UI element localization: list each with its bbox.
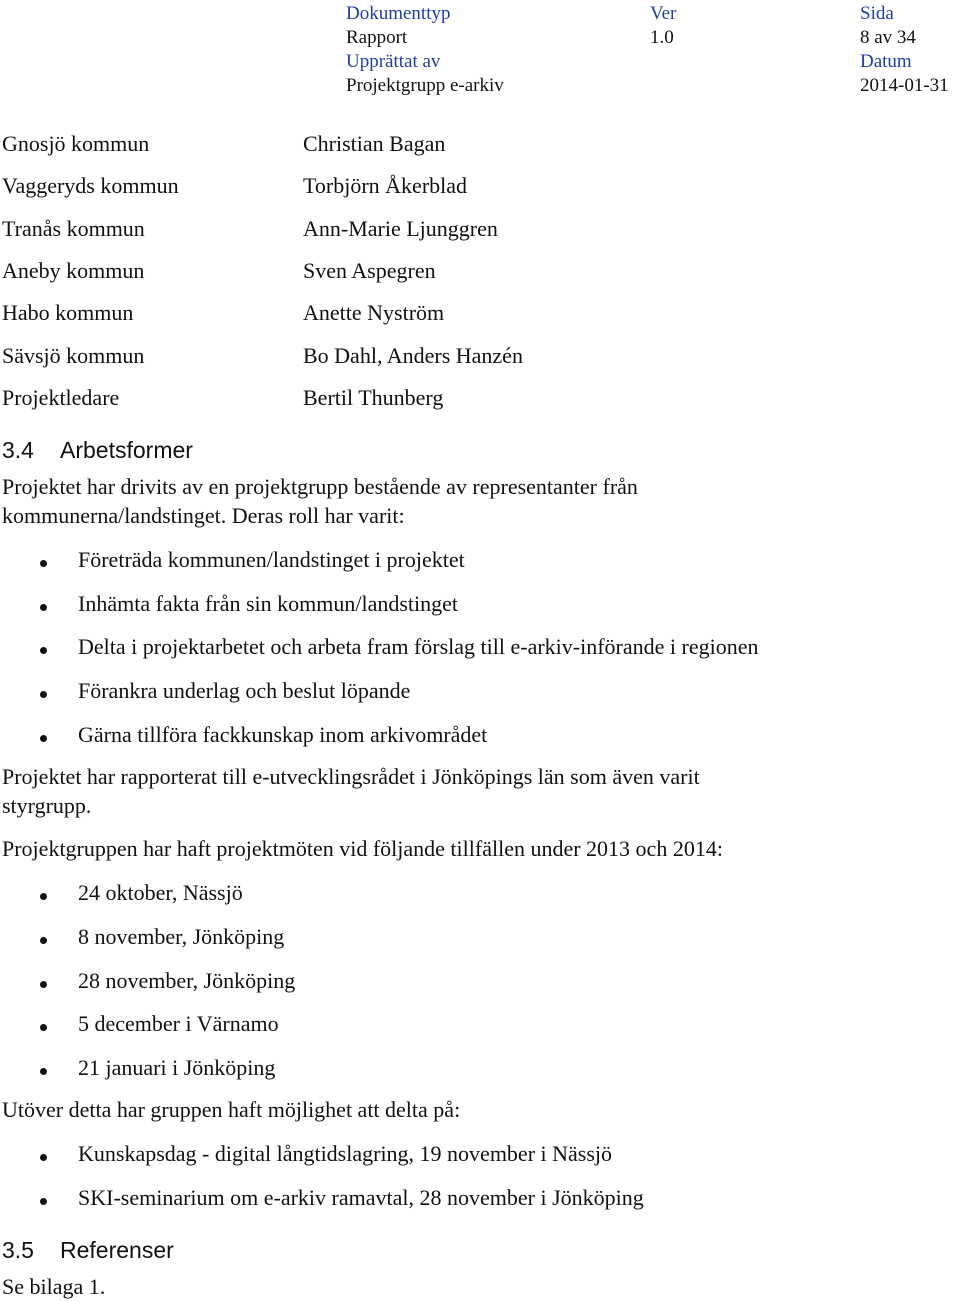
references-text: Se bilaga 1. [2,1274,106,1299]
bullet-icon [40,893,47,900]
list-item: Kunskapsdag - digital långtidslagring, 19 november i Nässjö [78,1141,613,1166]
member-name: Bo Dahl, Anders Hanzén [303,343,523,368]
member-org: Aneby kommun [2,258,145,283]
list-item: Gärna tillföra fackkunskap inom arkivområdet [78,722,488,747]
bullet-icon [40,1068,47,1075]
bullet-icon [40,604,47,611]
list-item: 24 oktober, Nässjö [78,880,243,905]
bullet-icon [40,647,47,654]
list-item: Delta i projektarbetet och arbeta fram förslag till e-arkiv-införande i regionen [78,634,759,659]
member-org: Projektledare [2,385,120,410]
list-item: 8 november, Jönköping [78,924,285,949]
section-title: Arbetsformer [60,437,193,463]
list-item: SKI-seminarium om e-arkiv ramavtal, 28 november i Jönköping [78,1185,644,1210]
list-item: 5 december i Värnamo [78,1011,279,1036]
list-item: Företräda kommunen/landstinget i projektet [78,547,465,572]
member-org: Tranås kommun [2,216,145,241]
page-number: 8 av 34 [860,27,916,48]
member-name: Christian Bagan [303,131,446,156]
author-value: Projektgrupp e-arkiv [346,75,504,96]
report-paragraph-line-1: Projektet har rapporterat till e-utvecklingsrådet i Jönköpings län som även varit [2,764,700,789]
date-label: Datum [860,51,912,72]
member-name: Anette Nyström [303,300,445,325]
member-name: Bertil Thunberg [303,385,444,410]
bullet-icon [40,1024,47,1031]
bullet-icon [40,691,47,698]
member-org: Sävsjö kommun [2,343,145,368]
member-name: Ann-Marie Ljunggren [303,216,498,241]
section-number: 3.5 [2,1237,34,1263]
intro-paragraph-line-1: Projektet har drivits av en projektgrupp bestående av representanter från [2,474,638,499]
page-label: Sida [860,3,894,24]
report-paragraph-line-2: styrgrupp. [2,793,92,818]
version-label: Ver [650,3,677,24]
list-item: Inhämta fakta från sin kommun/landstinget [78,591,459,616]
section-title: Referenser [60,1237,174,1263]
list-item: 21 januari i Jönköping [78,1055,276,1080]
section-heading-3-5 [2,1237,174,1264]
section-number: 3.4 [2,437,34,463]
member-org: Gnosjö kommun [2,131,150,156]
bullet-icon [40,1198,47,1205]
member-name: Sven Aspegren [303,258,436,283]
section-heading-3-4 [2,437,193,464]
date-value: 2014-01-31 [860,75,949,96]
list-item: Förankra underlag och beslut löpande [78,678,411,703]
doc-type-value: Rapport [346,27,408,48]
version-value: 1.0 [650,27,674,48]
extra-intro: Utöver detta har gruppen haft möjlighet att delta på: [2,1097,461,1122]
bullet-icon [40,735,47,742]
author-label: Upprättat av [346,51,441,72]
bullet-icon [40,981,47,988]
member-org: Habo kommun [2,300,134,325]
bullet-icon [40,937,47,944]
meetings-intro: Projektgruppen har haft projektmöten vid följande tillfällen under 2013 och 2014: [2,836,723,861]
bullet-icon [40,1154,47,1161]
bullet-icon [40,560,47,567]
member-org: Vaggeryds kommun [2,173,179,198]
doc-type-label: Dokumenttyp [346,3,451,24]
member-name: Torbjörn Åkerblad [303,173,468,198]
intro-paragraph-line-2: kommunerna/landstinget. Deras roll har varit: [2,503,405,528]
list-item: 28 november, Jönköping [78,968,296,993]
